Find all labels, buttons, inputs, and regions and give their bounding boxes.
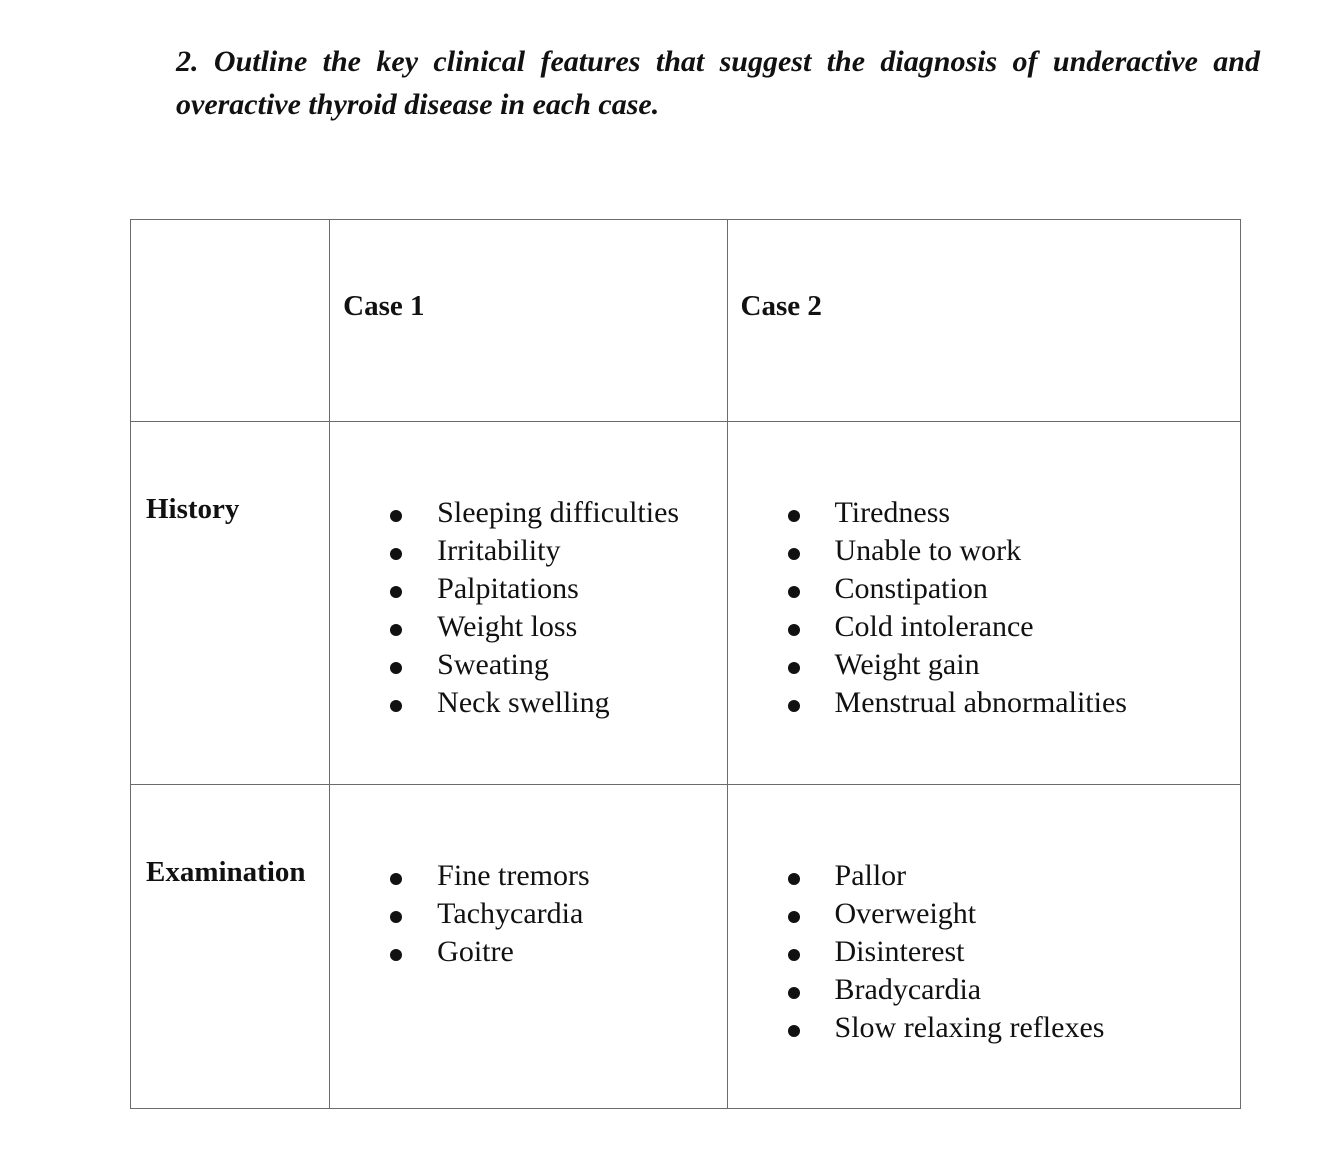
list-item	[788, 971, 1105, 1009]
case-1-header-cell	[330, 220, 727, 422]
history-case-1-list	[390, 494, 679, 722]
list-item	[788, 532, 1127, 570]
list-item-text: Unable to work	[834, 534, 1022, 567]
question-text: 2. Outline the key clinical features that suggest the diagnosis of underactive and overactive thyroid disease in each case.	[176, 45, 1260, 121]
history-case-2-cell	[727, 422, 1240, 785]
list-item-text: Sweating	[437, 648, 549, 681]
list-item-text: Fine tremors	[437, 859, 590, 892]
list-item	[788, 494, 1127, 532]
bullet-icon	[390, 873, 402, 885]
case-2-header-cell	[727, 220, 1240, 422]
bullet-icon	[788, 624, 800, 636]
bullet-icon	[788, 662, 800, 674]
corner-cell	[131, 220, 330, 422]
list-item-text: Weight gain	[834, 648, 980, 681]
history-row	[131, 422, 1241, 785]
examination-case-2-cell	[727, 785, 1240, 1109]
list-item	[390, 608, 679, 646]
list-item	[788, 684, 1127, 722]
list-item-text: Overweight	[834, 897, 977, 930]
list-item-text: Slow relaxing reflexes	[834, 1011, 1105, 1044]
list-item	[390, 570, 679, 608]
list-item	[390, 532, 679, 570]
list-item-text: Irritability	[437, 534, 561, 567]
bullet-icon	[788, 548, 800, 560]
list-item	[390, 933, 589, 971]
list-item	[788, 933, 1105, 971]
bullet-icon	[788, 1025, 800, 1037]
list-item	[788, 895, 1105, 933]
bullet-icon	[390, 662, 402, 674]
examination-case-2-list	[788, 857, 1105, 1047]
list-item-text: Disinterest	[834, 935, 965, 968]
list-item	[390, 895, 589, 933]
list-item	[390, 494, 679, 532]
list-item-text: Goitre	[437, 935, 514, 968]
list-item	[788, 1009, 1105, 1047]
bullet-icon	[390, 548, 402, 560]
list-item-text: Sleeping difficulties	[437, 496, 680, 529]
history-label-cell	[131, 422, 330, 785]
bullet-icon	[788, 873, 800, 885]
list-item-text: Neck swelling	[437, 686, 610, 719]
list-item-text: Menstrual abnormalities	[834, 686, 1127, 719]
list-item-text: Weight loss	[437, 610, 578, 643]
list-item	[390, 684, 679, 722]
bullet-icon	[788, 949, 800, 961]
bullet-icon	[788, 510, 800, 522]
case-2-header: Case 2	[740, 290, 822, 322]
clinical-features-table	[130, 219, 1240, 1110]
list-item	[390, 646, 679, 684]
examination-case-1-cell	[330, 785, 727, 1109]
list-item	[788, 857, 1105, 895]
list-item-text: Pallor	[834, 859, 907, 892]
list-item-text: Bradycardia	[834, 973, 982, 1006]
list-item-text: Palpitations	[437, 572, 579, 605]
bullet-icon	[390, 949, 402, 961]
bullet-icon	[788, 911, 800, 923]
examination-label: Examination	[146, 856, 306, 888]
list-item-text: Tachycardia	[437, 897, 584, 930]
case-1-header: Case 1	[343, 290, 425, 322]
bullet-icon	[390, 586, 402, 598]
list-item-text: Cold intolerance	[834, 610, 1034, 643]
list-item	[788, 570, 1127, 608]
bullet-icon	[390, 911, 402, 923]
examination-case-1-list	[390, 857, 589, 971]
bullet-icon	[390, 624, 402, 636]
history-label: History	[146, 493, 240, 525]
list-item-text: Tiredness	[834, 496, 951, 529]
list-item	[390, 857, 589, 895]
bullet-icon	[788, 700, 800, 712]
bullet-icon	[788, 586, 800, 598]
history-case-2-list	[788, 494, 1127, 722]
bullet-icon	[390, 510, 402, 522]
history-case-1-cell	[330, 422, 727, 785]
table-header-row	[131, 220, 1241, 422]
bullet-icon	[390, 700, 402, 712]
list-item	[788, 608, 1127, 646]
list-item	[788, 646, 1127, 684]
examination-row	[131, 785, 1241, 1109]
list-item-text: Constipation	[834, 572, 988, 605]
bullet-icon	[788, 987, 800, 999]
examination-label-cell	[131, 785, 330, 1109]
